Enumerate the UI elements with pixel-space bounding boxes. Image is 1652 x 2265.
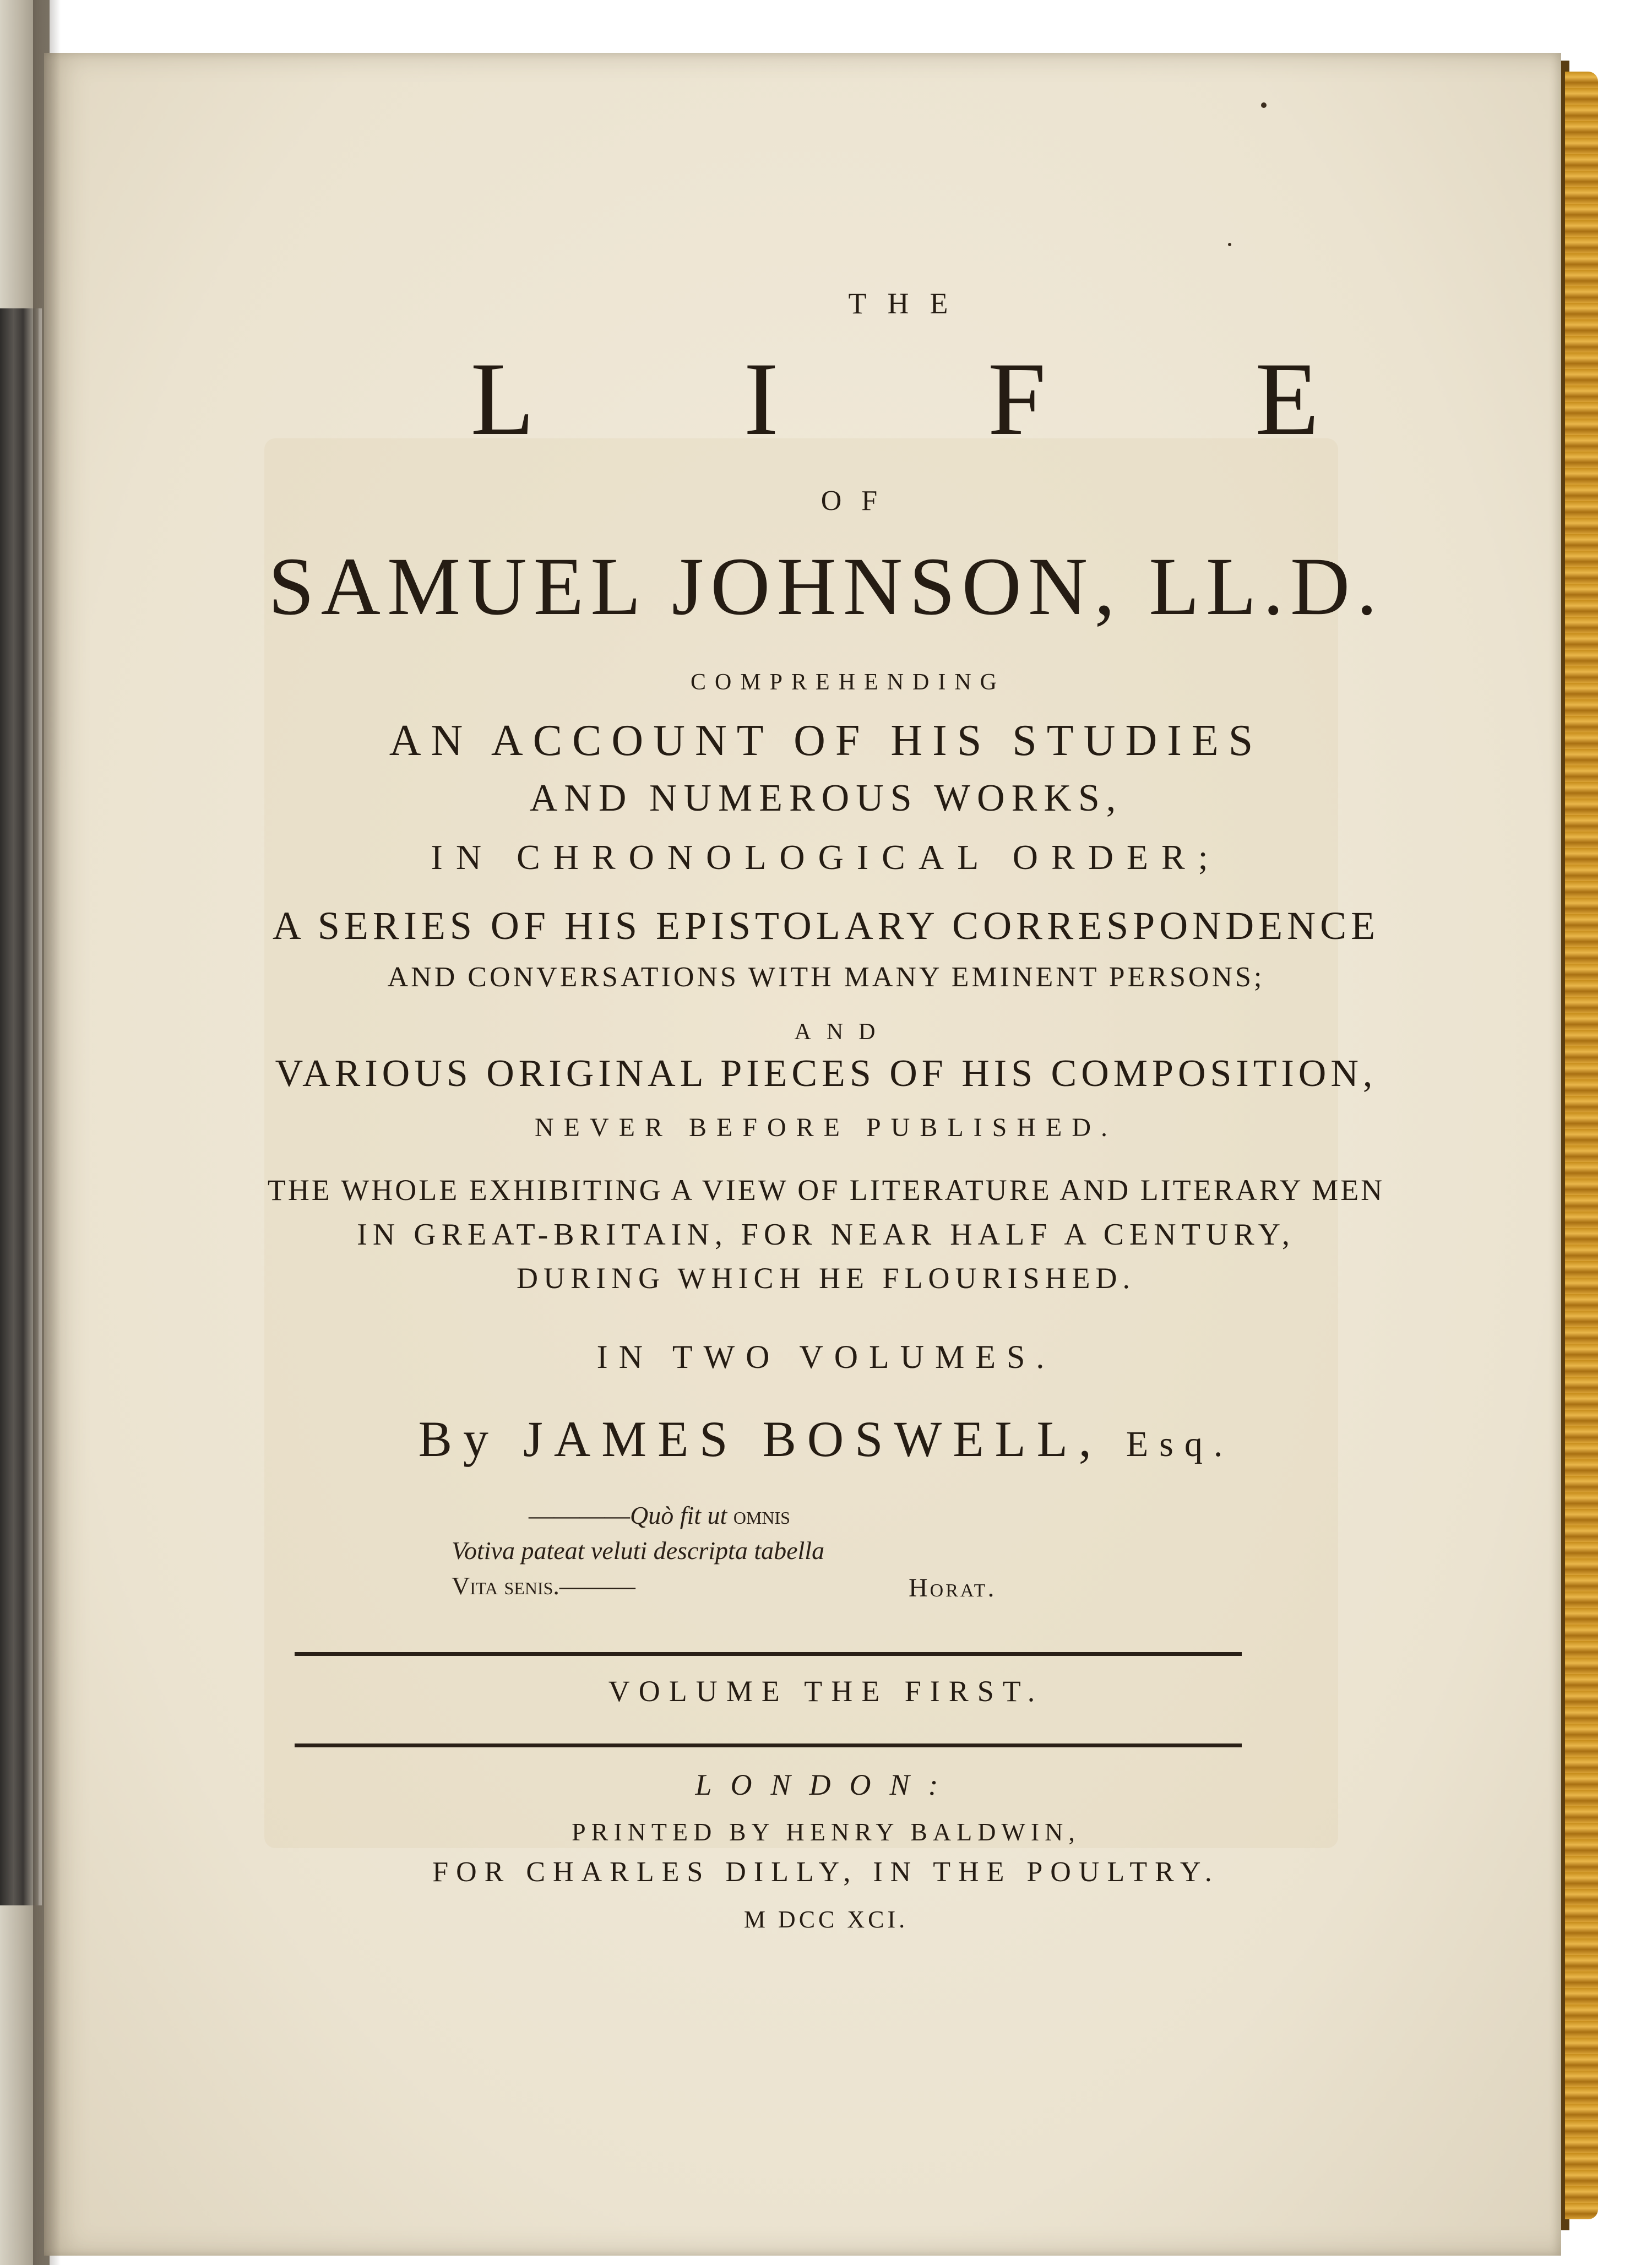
volumes-line: IN TWO VOLUMES. xyxy=(596,1339,1056,1375)
title-life: LIFE xyxy=(470,341,1529,457)
account-line: AN ACCOUNT OF HIS STUDIES xyxy=(389,716,1263,765)
epigraph-italic: Quò fit ut xyxy=(630,1501,727,1529)
various-line: VARIOUS ORIGINAL PIECES OF HIS COMPOSITION, xyxy=(275,1052,1377,1095)
epigraph-line-3: Vita senis.——— xyxy=(452,1572,635,1600)
lower-rule xyxy=(295,1743,1242,1747)
chronological-line: IN CHRONOLOGICAL ORDER; xyxy=(431,838,1221,877)
epigraph xyxy=(452,1498,947,1604)
subject-name: SAMUEL JOHNSON, LL.D. xyxy=(268,541,1384,632)
never-published-line: NEVER BEFORE PUBLISHED. xyxy=(534,1113,1118,1142)
epigraph-attribution: Horat. xyxy=(909,1573,997,1603)
foxing-spot xyxy=(1228,243,1231,246)
conversations-line: AND CONVERSATIONS WITH MANY EMINENT PERSONS; xyxy=(387,962,1265,993)
imprint-date: M DCC XCI. xyxy=(743,1906,909,1933)
author-line xyxy=(0,1410,1652,1468)
during-line: DURING WHICH HE FLOURISHED. xyxy=(517,1262,1135,1295)
great-britain-line: IN GREAT-BRITAIN, FOR NEAR HALF A CENTURY, xyxy=(357,1218,1295,1252)
whole-exhibiting-line: THE WHOLE EXHIBITING A VIEW OF LITERATURE AND LITERARY MEN xyxy=(267,1174,1385,1207)
epigraph-line-2-text: Votiva pateat veluti descripta tabella xyxy=(452,1536,825,1565)
volume-label: VOLUME THE FIRST. xyxy=(608,1675,1044,1708)
epigraph-line-1 xyxy=(452,1498,947,1533)
comprehending-line: COMPREHENDING xyxy=(690,670,1006,695)
upper-rule xyxy=(295,1652,1242,1656)
foxing-spot xyxy=(1261,102,1267,108)
author-esq: Esq. xyxy=(1126,1424,1234,1464)
epigraph-line-2 xyxy=(452,1533,947,1568)
series-line: A SERIES OF HIS EPISTOLARY CORRESPONDENCE xyxy=(272,904,1380,948)
imprint-publisher: FOR CHARLES DILLY, IN THE POULTRY. xyxy=(432,1856,1220,1888)
imprint-printer: PRINTED BY HENRY BALDWIN, xyxy=(572,1818,1080,1846)
epigraph-dash: ———— xyxy=(529,1501,630,1529)
works-line: AND NUMEROUS WORKS, xyxy=(529,777,1123,819)
epigraph-caps: omnis xyxy=(733,1501,790,1529)
paper-toning xyxy=(264,438,1338,1848)
by-word: By xyxy=(418,1411,500,1467)
title-of: OF xyxy=(820,485,898,517)
title-the: THE xyxy=(848,287,969,320)
imprint-city: LONDON: xyxy=(695,1768,957,1801)
author-name: JAMES BOSWELL, xyxy=(523,1411,1102,1467)
and-line: AND xyxy=(794,1019,891,1045)
